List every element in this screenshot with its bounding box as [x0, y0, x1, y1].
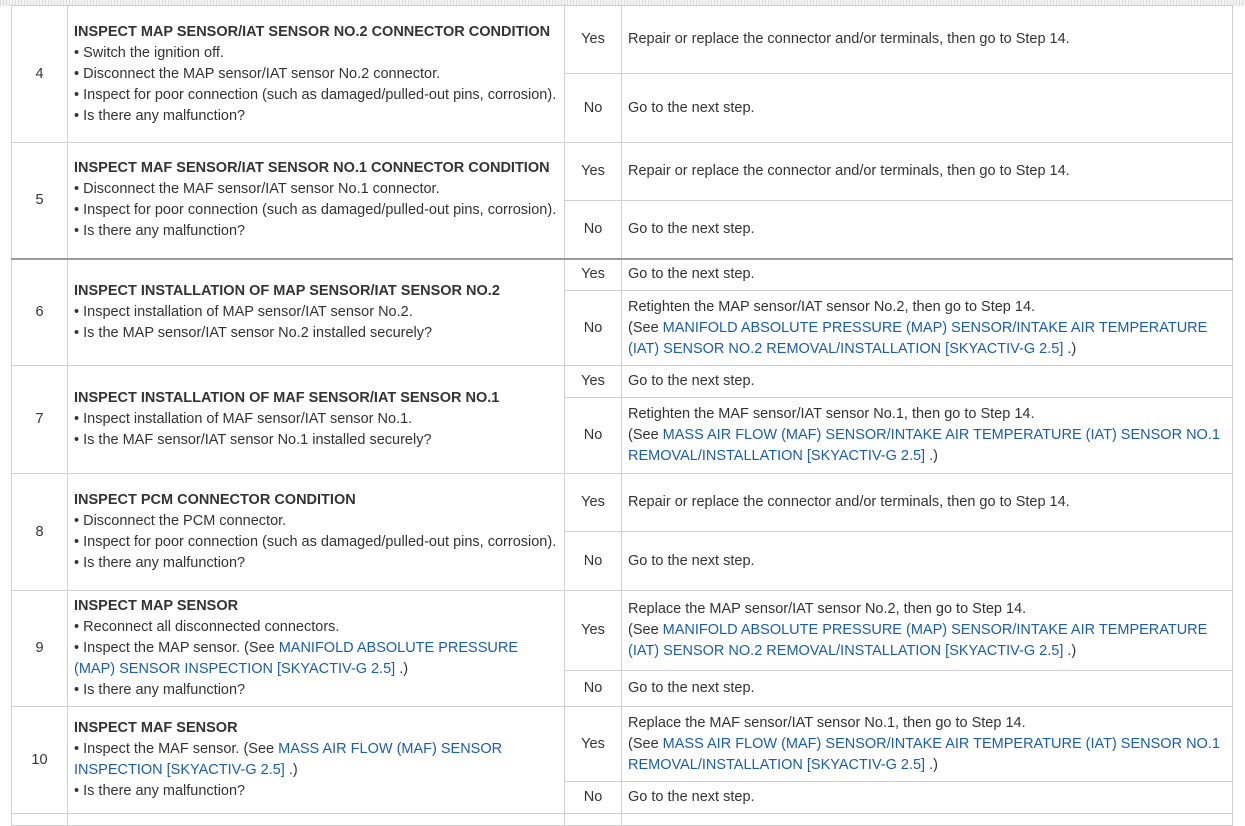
step-title: INSPECT INSTALLATION OF MAP SENSOR/IAT SENSOR NO.2 [74, 282, 500, 299]
no-label: No [565, 291, 622, 366]
step-description [68, 6, 565, 143]
step-title: INSPECT MAP SENSOR/IAT SENSOR NO.2 CONNECTOR CONDITION [74, 23, 551, 40]
step-line: • Is there any malfunction? [74, 223, 246, 240]
step-line: • Inspect for poor connection (such as damaged/pulled-out pins, corrosion). [74, 202, 557, 219]
step-line: • Disconnect the PCM connector. [74, 513, 287, 529]
step-description [68, 366, 565, 474]
no-label: No [565, 532, 622, 591]
step-line: • Is there any malfunction? [74, 107, 246, 124]
no-action-text: Retighten the MAF sensor/IAT sensor No.1, then go to Step 14. [628, 406, 1035, 422]
step-title: INSPECT INSTALLATION OF MAF SENSOR/IAT SENSOR NO.1 [74, 390, 500, 406]
step-number: 6 [12, 259, 68, 366]
ref-prefix: (See [628, 319, 663, 336]
yes-label: Yes [565, 591, 622, 671]
yes-action [622, 591, 1233, 671]
step-description [68, 143, 565, 259]
step-number: 4 [12, 6, 68, 143]
step-line [74, 739, 558, 781]
inspect-suffix: .) [395, 661, 409, 677]
step-line: • Is the MAP sensor/IAT sensor No.2 installed securely? [74, 324, 433, 341]
yes-label: Yes [565, 6, 622, 74]
step-line: • Inspect for poor connection (such as damaged/pulled-out pins, corrosion). [74, 534, 557, 550]
step-number: 5 [12, 143, 68, 259]
no-action-ref [628, 318, 1226, 360]
step-number: 7 [12, 366, 68, 474]
yes-action-text: Replace the MAP sensor/IAT sensor No.2, then go to Step 14. [628, 601, 1027, 617]
step-number: 10 [12, 707, 68, 814]
step-line: • Inspect for poor connection (such as damaged/pulled-out pins, corrosion). [74, 86, 557, 103]
no-label: No [565, 782, 622, 814]
maf-sensor-removal-link[interactable]: MASS AIR FLOW (MAF) SENSOR/INTAKE AIR TEMPERATURE (IAT) SENSOR NO.1 REMOVAL/INSTALLATION [SKYACTIV-G 2.5] [628, 735, 1220, 773]
ref-prefix: (See [628, 427, 663, 443]
step-row [12, 366, 1233, 398]
inspect-prefix: • Inspect the MAP sensor. (See [74, 640, 279, 656]
step-description [68, 591, 565, 707]
no-action [622, 398, 1233, 474]
ref-suffix: .) [1063, 340, 1077, 357]
step-description [68, 474, 565, 591]
yes-label: Yes [565, 474, 622, 532]
step-line: • Reconnect all disconnected connectors. [74, 619, 340, 635]
yes-label: Yes [565, 259, 622, 291]
no-label: No [565, 201, 622, 259]
no-action: Go to the next step. [622, 201, 1233, 259]
step-line: • Switch the ignition off. [74, 44, 224, 61]
no-action: Go to the next step. [622, 671, 1233, 707]
yes-action: Go to the next step. [622, 259, 1233, 291]
step-row [12, 474, 1233, 532]
maf-sensor-removal-link[interactable]: MASS AIR FLOW (MAF) SENSOR/INTAKE AIR TEMPERATURE (IAT) SENSOR NO.1 REMOVAL/INSTALLATION [SKYACTIV-G 2.5] [628, 427, 1220, 464]
step-description [68, 707, 565, 814]
yes-action-ref [628, 620, 1226, 662]
no-label: No [565, 74, 622, 143]
ref-prefix: (See [628, 735, 663, 752]
maf-sensor-inspection-link[interactable]: MASS AIR FLOW (MAF) SENSOR INSPECTION [SKYACTIV-G 2.5] [74, 741, 503, 778]
step-title: INSPECT MAF SENSOR [74, 720, 238, 736]
step-line [74, 638, 558, 680]
map-sensor-removal-link[interactable]: MANIFOLD ABSOLUTE PRESSURE (MAP) SENSOR/INTAKE AIR TEMPERATURE (IAT) SENSOR NO.2 REMOVAL/INSTALLATION [SKYACTIV-G 2.5] [628, 319, 1208, 357]
inspect-prefix: • Inspect the MAF sensor. (See [74, 741, 279, 757]
next-row-partial [12, 814, 1233, 826]
step-number: 8 [12, 474, 68, 591]
yes-action: Repair or replace the connector and/or terminals, then go to Step 14. [622, 474, 1233, 532]
yes-action-ref [628, 734, 1226, 776]
step-title: INSPECT MAF SENSOR/IAT SENSOR NO.1 CONNECTOR CONDITION [74, 160, 550, 177]
step-line: • Is there any malfunction? [74, 682, 246, 698]
troubleshooting-table [11, 5, 1233, 826]
step-line: • Inspect installation of MAF sensor/IAT sensor No.1. [74, 411, 413, 427]
step-title: INSPECT MAP SENSOR [74, 598, 239, 614]
yes-label: Yes [565, 143, 622, 201]
map-sensor-removal-link[interactable]: MANIFOLD ABSOLUTE PRESSURE (MAP) SENSOR/INTAKE AIR TEMPERATURE (IAT) SENSOR NO.2 REMOVAL/INSTALLATION [SKYACTIV-G 2.5] [628, 622, 1208, 659]
step-line: • Disconnect the MAP sensor/IAT sensor No.2 connector. [74, 65, 441, 82]
ref-suffix: .) [1063, 643, 1077, 659]
ref-suffix: .) [925, 756, 938, 773]
step-line: • Inspect installation of MAP sensor/IAT sensor No.2. [74, 303, 413, 320]
no-label: No [565, 671, 622, 707]
step-line: • Is the MAF sensor/IAT sensor No.1 installed securely? [74, 432, 432, 448]
step-line: • Is there any malfunction? [74, 555, 246, 571]
step-line: • Is there any malfunction? [74, 783, 246, 799]
step-row [12, 6, 1233, 74]
ref-suffix: .) [925, 448, 938, 464]
step-row [12, 259, 1233, 291]
step-row [12, 591, 1233, 671]
yes-action: Go to the next step. [622, 366, 1233, 398]
no-action-ref [628, 425, 1226, 467]
map-sensor-inspection-link[interactable]: MANIFOLD ABSOLUTE PRESSURE (MAP) SENSOR INSPECTION [SKYACTIV-G 2.5] [74, 640, 519, 677]
yes-action-text: Replace the MAF sensor/IAT sensor No.1, then go to Step 14. [628, 714, 1026, 731]
no-action-text: Retighten the MAP sensor/IAT sensor No.2, then go to Step 14. [628, 298, 1036, 315]
ref-prefix: (See [628, 622, 663, 638]
step-number: 9 [12, 591, 68, 707]
step-description [68, 259, 565, 366]
yes-action: Repair or replace the connector and/or terminals, then go to Step 14. [622, 6, 1233, 74]
no-action: Go to the next step. [622, 782, 1233, 814]
yes-label: Yes [565, 707, 622, 782]
no-label: No [565, 398, 622, 474]
step-row [12, 707, 1233, 782]
step-title: INSPECT PCM CONNECTOR CONDITION [74, 492, 356, 508]
inspect-suffix: .) [284, 762, 298, 778]
step-line: • Disconnect the MAF sensor/IAT sensor No.1 connector. [74, 181, 440, 198]
step-row [12, 143, 1233, 201]
no-action [622, 291, 1233, 366]
no-action: Go to the next step. [622, 532, 1233, 591]
yes-action: Repair or replace the connector and/or terminals, then go to Step 14. [622, 143, 1233, 201]
yes-action [622, 707, 1233, 782]
yes-label: Yes [565, 366, 622, 398]
no-action: Go to the next step. [622, 74, 1233, 143]
